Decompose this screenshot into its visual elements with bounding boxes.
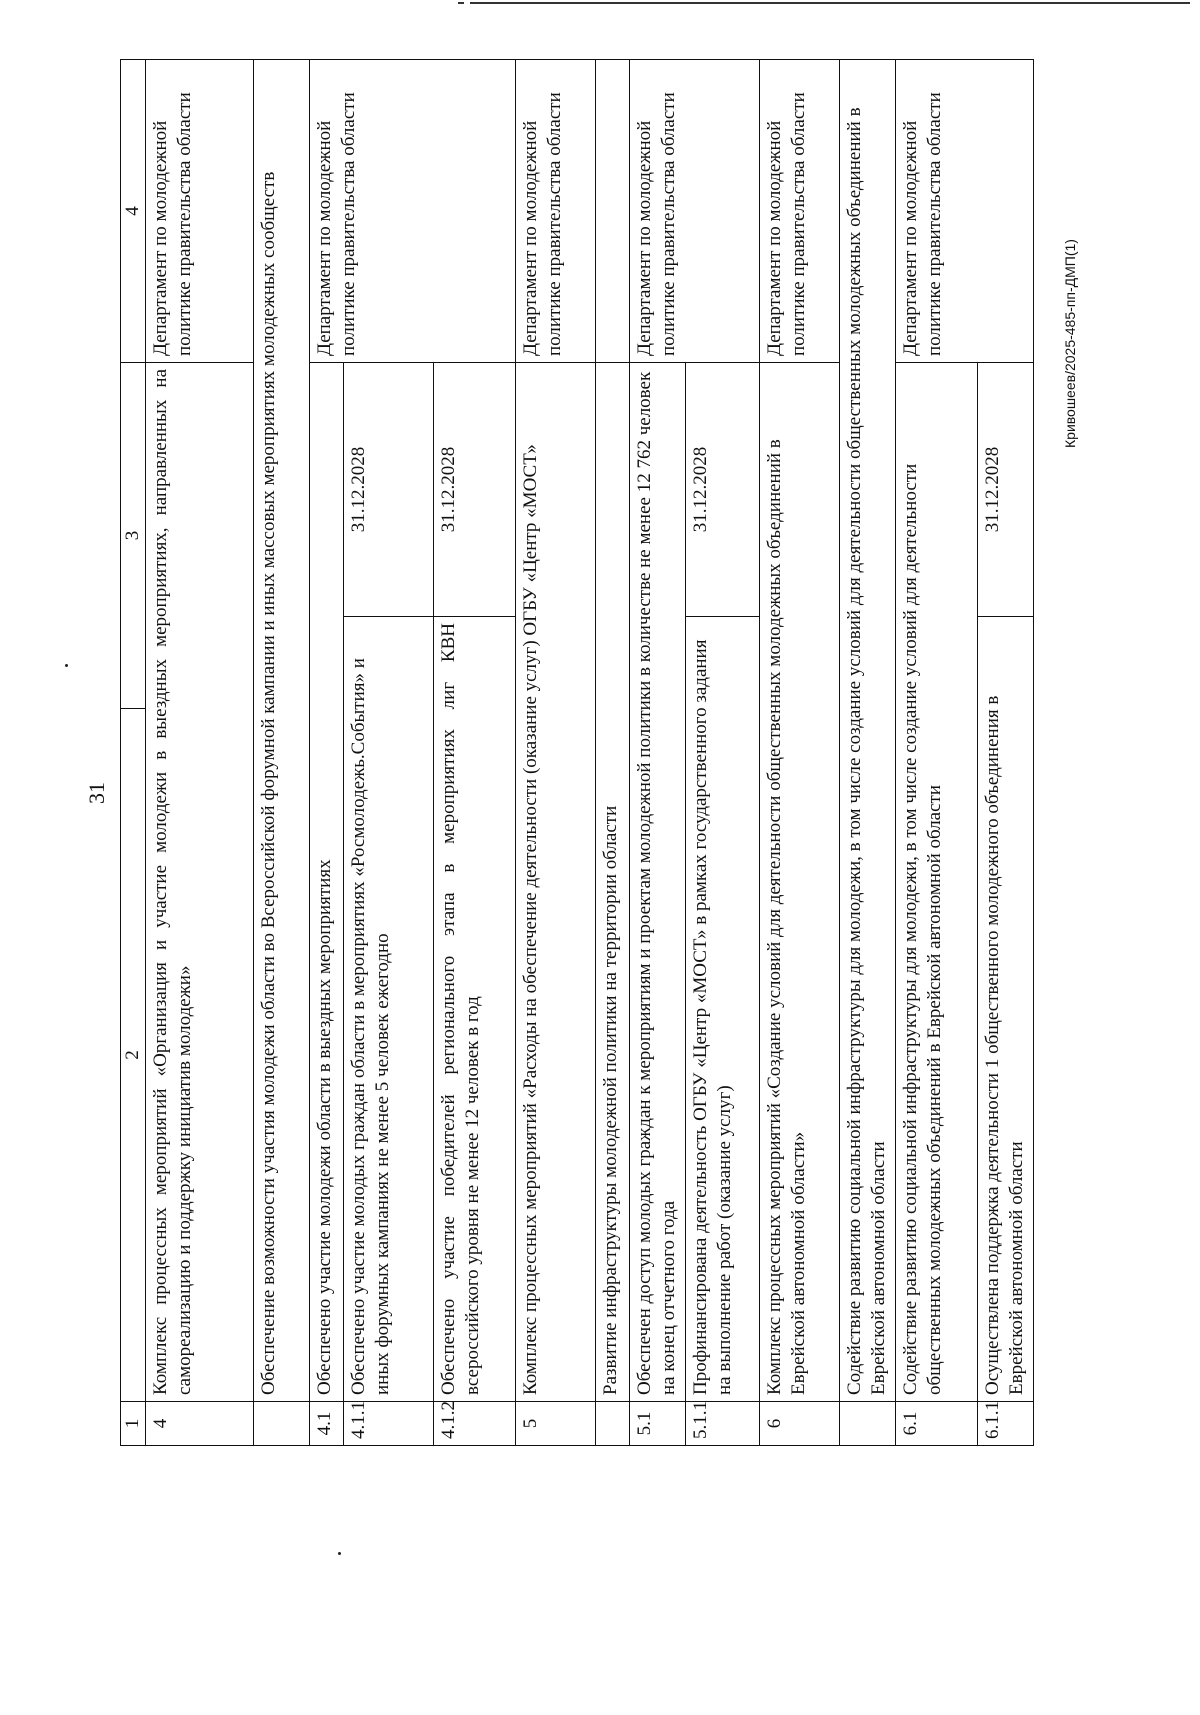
row-number: 4: [145, 1402, 253, 1446]
row-number: 6.1.1: [977, 1402, 1033, 1446]
row-text: Комплекс процессных мероприятий «Расходы на обеспечение деятельности (оказание услуг) ОГБУ «Центр «МОСТ»: [515, 363, 595, 1402]
table-row: [629, 60, 685, 1446]
row-number: 4.1.2: [433, 1402, 515, 1446]
scan-speck: [65, 664, 68, 667]
row-number: 5.1: [629, 1402, 685, 1446]
table-row: [145, 60, 253, 1446]
row-text: Обеспечено участие победителей регионального этапа в мероприятиях лиг КВН всероссийского уровня не менее 12 человек в год: [433, 617, 515, 1402]
row-responsible: Департамент по молодежной политике правительства области: [759, 60, 839, 363]
row-text: Осуществлена поддержка деятельности 1 общественного молодежного объединения в Еврейской автономной области: [977, 617, 1033, 1402]
section-text: Развитие инфраструктуры молодежной политики на территории области: [595, 363, 629, 1402]
row-text: Комплекс процессных мероприятий «Организация и участие молодежи в выездных мероприятиях, направленных на самореализацию и поддержку инициатив молодежи»: [145, 363, 253, 1402]
row-number: 4.1.1: [343, 1402, 433, 1446]
row-responsible: Департамент по молодежной политике правительства области: [629, 60, 759, 363]
row-number: 6: [759, 1402, 839, 1446]
table-row: [309, 60, 343, 1446]
row-text: Обеспечено участие молодых граждан области в мероприятиях «Росмолодежь.События» и иных форумных кампаниях не менее 5 человек ежегодно: [343, 617, 433, 1402]
header-col-1: 1: [121, 1402, 146, 1446]
file-stamp: Кривошеев/2025-485-пп-ДМП(1): [1062, 239, 1078, 448]
row-date: 31.12.2028: [433, 363, 515, 617]
row-text: Обеспечен доступ молодых граждан к мероприятиям и проектам молодежной политики в количестве не менее 12 762 человек на конец отчетного года: [629, 363, 685, 1402]
header-row: [121, 60, 146, 1446]
row-number: [253, 1402, 309, 1446]
row-responsible: Департамент по молодежной политике правительства области: [895, 60, 1033, 363]
row-responsible: Департамент по молодежной политике правительства области: [309, 60, 515, 363]
row-number: 5: [515, 1402, 595, 1446]
row-number: [839, 1402, 895, 1446]
row-text: Комплекс процессных мероприятий «Создание условий для деятельности общественных молодежных объединений в Еврейской автономной области»: [759, 363, 839, 1402]
row-date: 31.12.2028: [343, 363, 433, 617]
section-text: Содействие развитию социальной инфраструктуры для молодежи, в том числе создание условий для деятельности общественных молодежных объединений в Еврейской автономной области: [839, 60, 895, 1402]
row-number: 5.1.1: [685, 1402, 759, 1446]
section-row: [839, 60, 895, 1446]
page-number: 31: [84, 782, 109, 804]
row-date: 31.12.2028: [977, 363, 1033, 617]
row-responsible: Департамент по молодежной политике правительства области: [515, 60, 595, 363]
row-date: 31.12.2028: [685, 363, 759, 617]
header-col-2: 2: [121, 709, 146, 1402]
header-col-3: 3: [121, 363, 146, 709]
section-row: [595, 60, 629, 1446]
top-rule: [470, 2, 1190, 4]
row-number: 6.1: [895, 1402, 977, 1446]
section-row: [253, 60, 309, 1446]
row-responsible: Департамент по молодежной политике правительства области: [145, 60, 253, 363]
plan-table: [120, 59, 1034, 1446]
table-row: [759, 60, 839, 1446]
header-col-4: 4: [121, 60, 146, 363]
rotated-table-container: [120, 60, 1027, 1446]
row-text: Профинансирована деятельность ОГБУ «Центр «МОСТ» в рамках государственного задания на выполнение работ (оказание услуг): [685, 617, 759, 1402]
row-responsible: [595, 60, 629, 363]
row-number: 4.1: [309, 1402, 343, 1446]
section-text: Обеспечение возможности участия молодежи области во Всероссийской форумной кампании и иных массовых мероприятиях молодежных сообществ: [253, 60, 309, 1402]
row-number: [595, 1402, 629, 1446]
row-text: Содействие развитию социальной инфраструктуры для молодежи, в том числе создание условий для деятельности общественных молодежных объединений в Еврейской автономной области: [895, 363, 977, 1402]
row-text: Обеспечено участие молодежи области в выездных мероприятиях: [309, 363, 343, 1402]
table-row: [515, 60, 595, 1446]
scan-speck: [338, 1552, 341, 1555]
table-row: [895, 60, 977, 1446]
